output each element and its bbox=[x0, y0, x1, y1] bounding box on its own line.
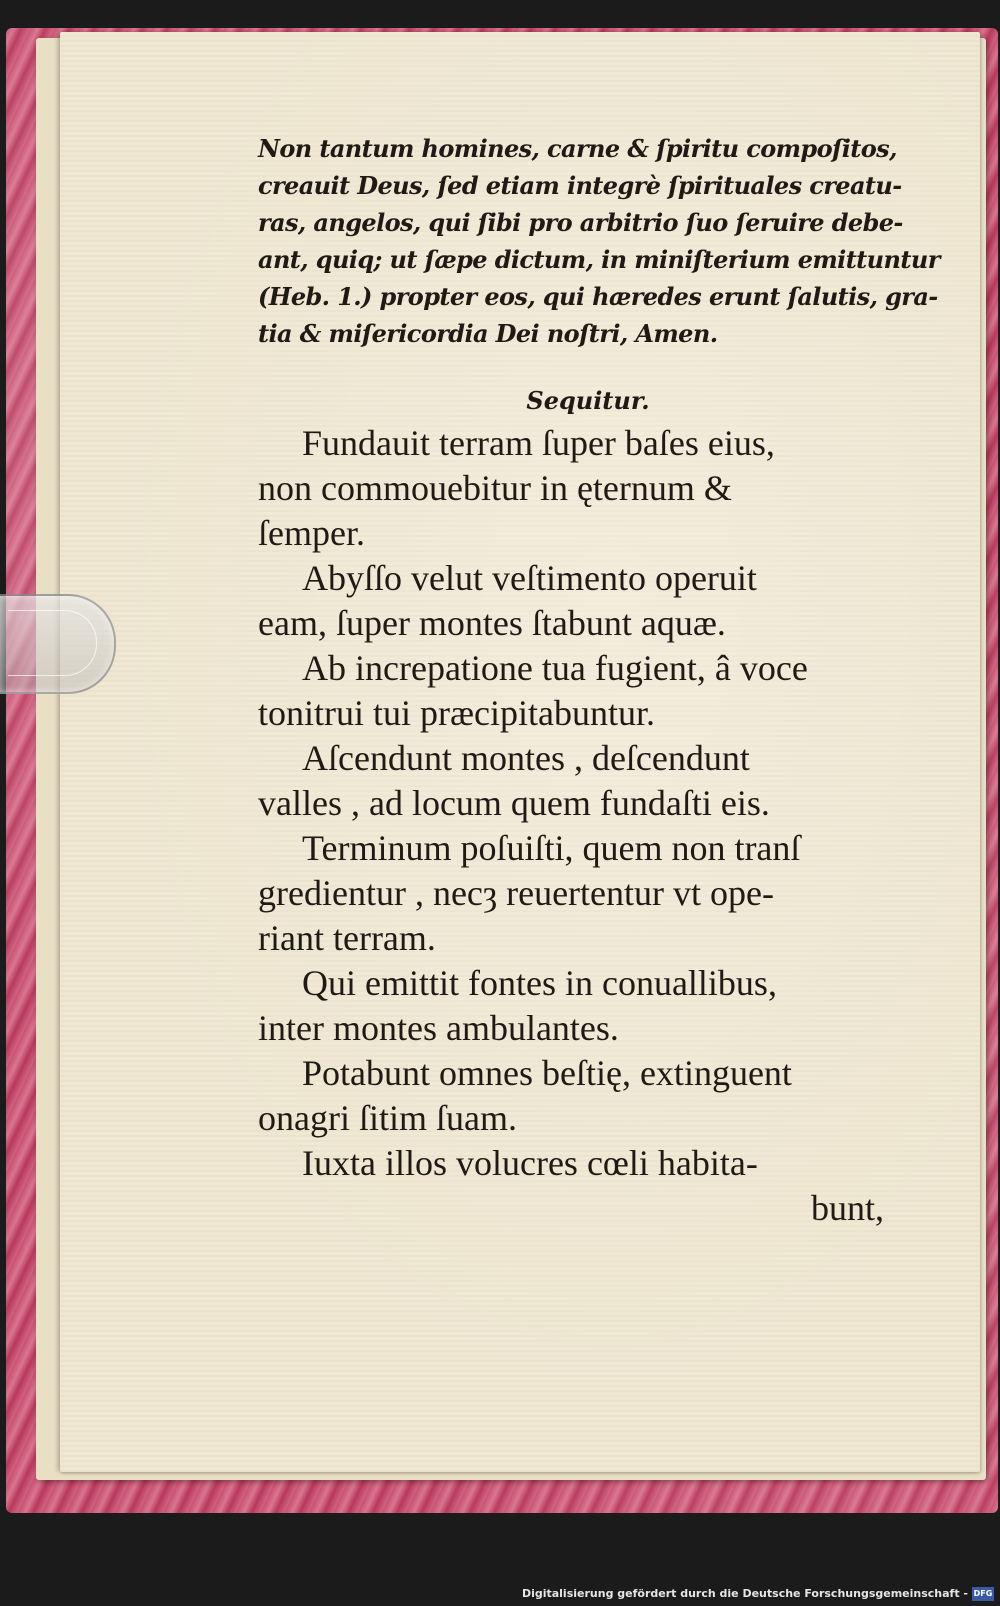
verse-line: tonitrui tui præcipitabuntur. bbox=[258, 693, 655, 733]
intro-line: tia & miſericordia Dei noſtri, Amen. bbox=[258, 319, 718, 348]
intro-line: Non tantum homines, carne & ſpiritu compoſitos, bbox=[258, 134, 897, 163]
verse-line: Iuxta illos volucres cœli habita- bbox=[302, 1143, 758, 1183]
intro-line: creauit Deus, ſed etiam integrè ſpirituales creatu- bbox=[258, 171, 902, 200]
verse-line: ſemper. bbox=[258, 513, 365, 553]
verse-line: onagri ſitim ſuam. bbox=[258, 1098, 517, 1138]
verse-1 bbox=[258, 421, 898, 556]
verse-line: Terminum poſuiſti, quem non tranſ bbox=[302, 828, 801, 868]
verse-line: Aſcendunt montes , deſcendunt bbox=[302, 738, 750, 778]
verse-line: non commouebitur in ęternum & bbox=[258, 468, 732, 508]
dfg-logo: DFG bbox=[972, 1587, 994, 1601]
verse-line: inter montes ambulantes. bbox=[258, 1008, 619, 1048]
footer-bar bbox=[0, 1584, 1000, 1606]
verse-line: riant terram. bbox=[258, 918, 436, 958]
intro-line: ras, angelos, qui ſibi pro arbitrio ſuo ſeruire debe- bbox=[258, 208, 903, 237]
intro-line: (Heb. 1.) propter eos, qui hæredes erunt ſalutis, gra- bbox=[258, 282, 938, 311]
verse-4 bbox=[258, 736, 898, 826]
page-text bbox=[258, 130, 940, 1231]
catchword: bunt, bbox=[810, 1188, 884, 1228]
section-heading: Sequitur. bbox=[526, 386, 650, 415]
verse-line: Abyſſo velut veſtimento operuit bbox=[302, 558, 757, 598]
funding-credit: Digitalisierung gefördert durch die Deutsche Forschungsgemeinschaft - bbox=[521, 1587, 968, 1600]
psalm-verses bbox=[258, 421, 898, 1231]
verse-3 bbox=[258, 646, 898, 736]
verse-line: Fundauit terram ſuper baſes eius, bbox=[302, 423, 775, 463]
verse-line: eam, ſuper montes ſtabunt aquæ. bbox=[258, 603, 726, 643]
verse-8 bbox=[258, 1141, 898, 1231]
verse-line: Ab increpatione tua fugient, â voce bbox=[302, 648, 808, 688]
verse-line: Qui emittit fontes in conuallibus, bbox=[302, 963, 777, 1003]
glass-clip bbox=[0, 594, 116, 694]
verse-line: valles , ad locum quem fundaſti eis. bbox=[258, 783, 770, 823]
verse-line: gredientur , necȝ reuertentur vt ope- bbox=[258, 873, 774, 913]
verse-6 bbox=[258, 961, 898, 1051]
verse-2 bbox=[258, 556, 898, 646]
intro-paragraph bbox=[258, 130, 940, 352]
verse-7 bbox=[258, 1051, 898, 1141]
glass-clip-highlight bbox=[8, 610, 97, 676]
verse-line: Potabunt omnes beſtię, extinguent bbox=[302, 1053, 792, 1093]
verse-5 bbox=[258, 826, 898, 961]
intro-line: ant, quiq; ut ſæpe dictum, in miniſterium emittuntur bbox=[258, 245, 940, 274]
